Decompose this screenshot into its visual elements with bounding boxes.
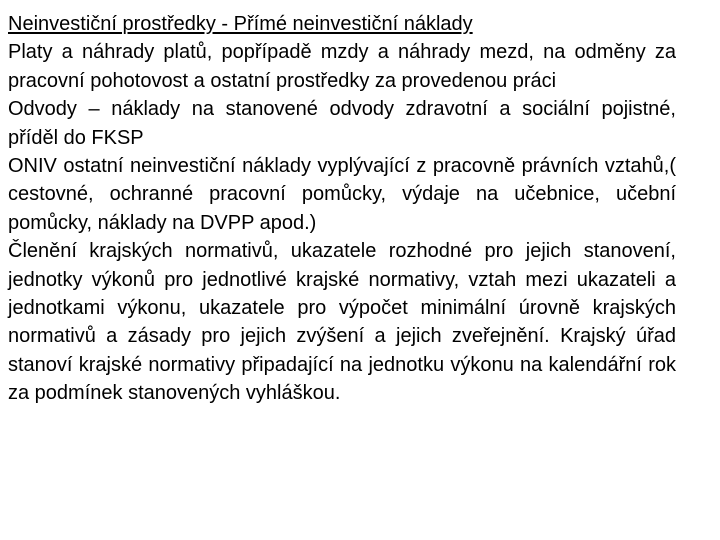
document-body	[8, 10, 676, 408]
paragraph-platy: Platy a náhrady platů, popřípadě mzdy a náhrady mezd, na odměny za pracovní pohotovost a ostatní prostředky za provedenou práci	[8, 41, 676, 92]
document-title: Neinvestiční prostředky - Přímé neinvestiční náklady	[8, 13, 473, 35]
paragraph-oniv: ONIV ostatní neinvestiční náklady vyplývající z pracovně právních vztahů,( cestovné, ochranné pracovní pomůcky, výdaje na učebnice, učební pomůcky, náklady na DVPP apod.)	[8, 155, 676, 234]
paragraph-cleneni: Členění krajských normativů, ukazatele rozhodné pro jejich stanovení, jednotky výkonů pro jednotlivé krajské normativy, vztah mezi ukazateli a jednotkami výkonu, ukazatele pro výpočet minimální úrovně krajských normativů a zásady pro jejich zvýšení a jejich zveřejnění. Krajský úřad stanoví krajské normativy připadající na jednotku výkonu na kalendářní rok za podmínek stanovených vyhláškou.	[8, 240, 676, 405]
paragraph-odvody: Odvody – náklady na stanovené odvody zdravotní a sociální pojistné, příděl do FKSP	[8, 98, 676, 149]
